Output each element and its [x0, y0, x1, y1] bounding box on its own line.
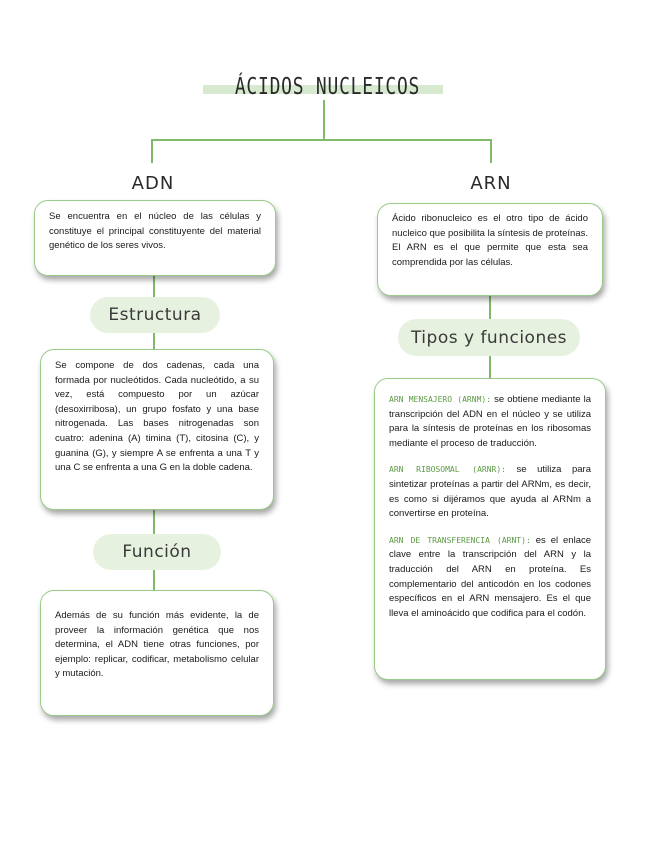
types-card: [374, 378, 606, 680]
arn-description-card: [377, 203, 603, 296]
type-term-arnt: ARN DE TRANSFERENCIA (ARNT):: [389, 535, 531, 545]
type-text-arnt: es el enlace clave entre la transcripción del ARN y la traducción del ARN en proteína. Es complementario del anticodón en los codones específicos en el ARN mensajero. Es el que lleva el aminoácido que codifica para el codón.: [389, 534, 592, 619]
structure-heading-label: Estructura: [108, 305, 202, 325]
connector-structure-card: [153, 333, 155, 349]
function-text: Además de su función más evidente, la de proveer la información genética que nos determina, el ADN tiene otras funciones, por ejemplo: replicar, codificar, metabolismo celular y mutación.: [55, 610, 259, 680]
type-text-arnr: se utiliza para sintetizar proteínas a partir del ARNm, es decir, es como si dijéramos que ayuda al ARNm a convertirse en proteína.: [389, 464, 591, 520]
type-item-arnm: [389, 393, 591, 451]
connector-structure-function: [153, 509, 155, 534]
connector-arn-types: [489, 295, 491, 319]
connector-horizontal: [151, 139, 492, 141]
types-heading-label: Tipos y funciones: [410, 327, 568, 348]
arn-description-text: Ácido ribonucleico es el otro tipo de ácido nucleico que posibilita la síntesis de proteínas. El ARN es el que permite que esta sea comprendida por las células.: [392, 213, 588, 268]
type-text-arnm: se obtiene mediante la transcripción del ADN en el núcleo y se utiliza para la síntesis de proteínas en los ribosomas mediante el proceso de traducción.: [389, 394, 591, 449]
connector-adn-structure: [153, 275, 155, 297]
type-item-arnr: [389, 463, 591, 521]
type-item-arnt: [389, 534, 591, 622]
connector-types-card: [489, 356, 491, 378]
function-heading: [93, 534, 221, 570]
function-card: [40, 590, 274, 716]
type-term-arnr: ARN RIBOSOMAL (ARNR):: [389, 465, 506, 475]
types-heading: [398, 319, 580, 356]
structure-card: [40, 349, 274, 510]
structure-heading: [90, 297, 220, 333]
connector-right-drop: [490, 139, 492, 163]
adn-description-text: Se encuentra en el núcleo de las células y constituye el principal constituyente del material genético de los seres vivos.: [49, 211, 261, 252]
type-term-arnm: ARN MENSAJERO (ARNM):: [389, 395, 492, 404]
structure-text: Se compone de dos cadenas, cada una formada por nucleótidos. Cada nucleótido, a su vez, está compuesto por un azúcar (desoxirribosa), un grupo fosfato y una base nitrogenada. Las bases nitrogenadas son cuatro: adenina (A) timina (T), citosina (C), y guanina (G), y siempre A se enfrenta a una T y una C se enfrenta a una G en la doble cadena.: [55, 360, 259, 474]
connector-left-drop: [151, 139, 153, 163]
adn-label: ADN: [131, 173, 175, 194]
arn-label: ARN: [470, 173, 512, 194]
adn-description-card: [34, 200, 276, 276]
connector-function-card: [153, 570, 155, 590]
function-heading-label: Función: [122, 542, 192, 562]
connector-trunk: [323, 100, 325, 140]
page-title: ÁCIDOS NUCLEICOS: [234, 74, 421, 100]
